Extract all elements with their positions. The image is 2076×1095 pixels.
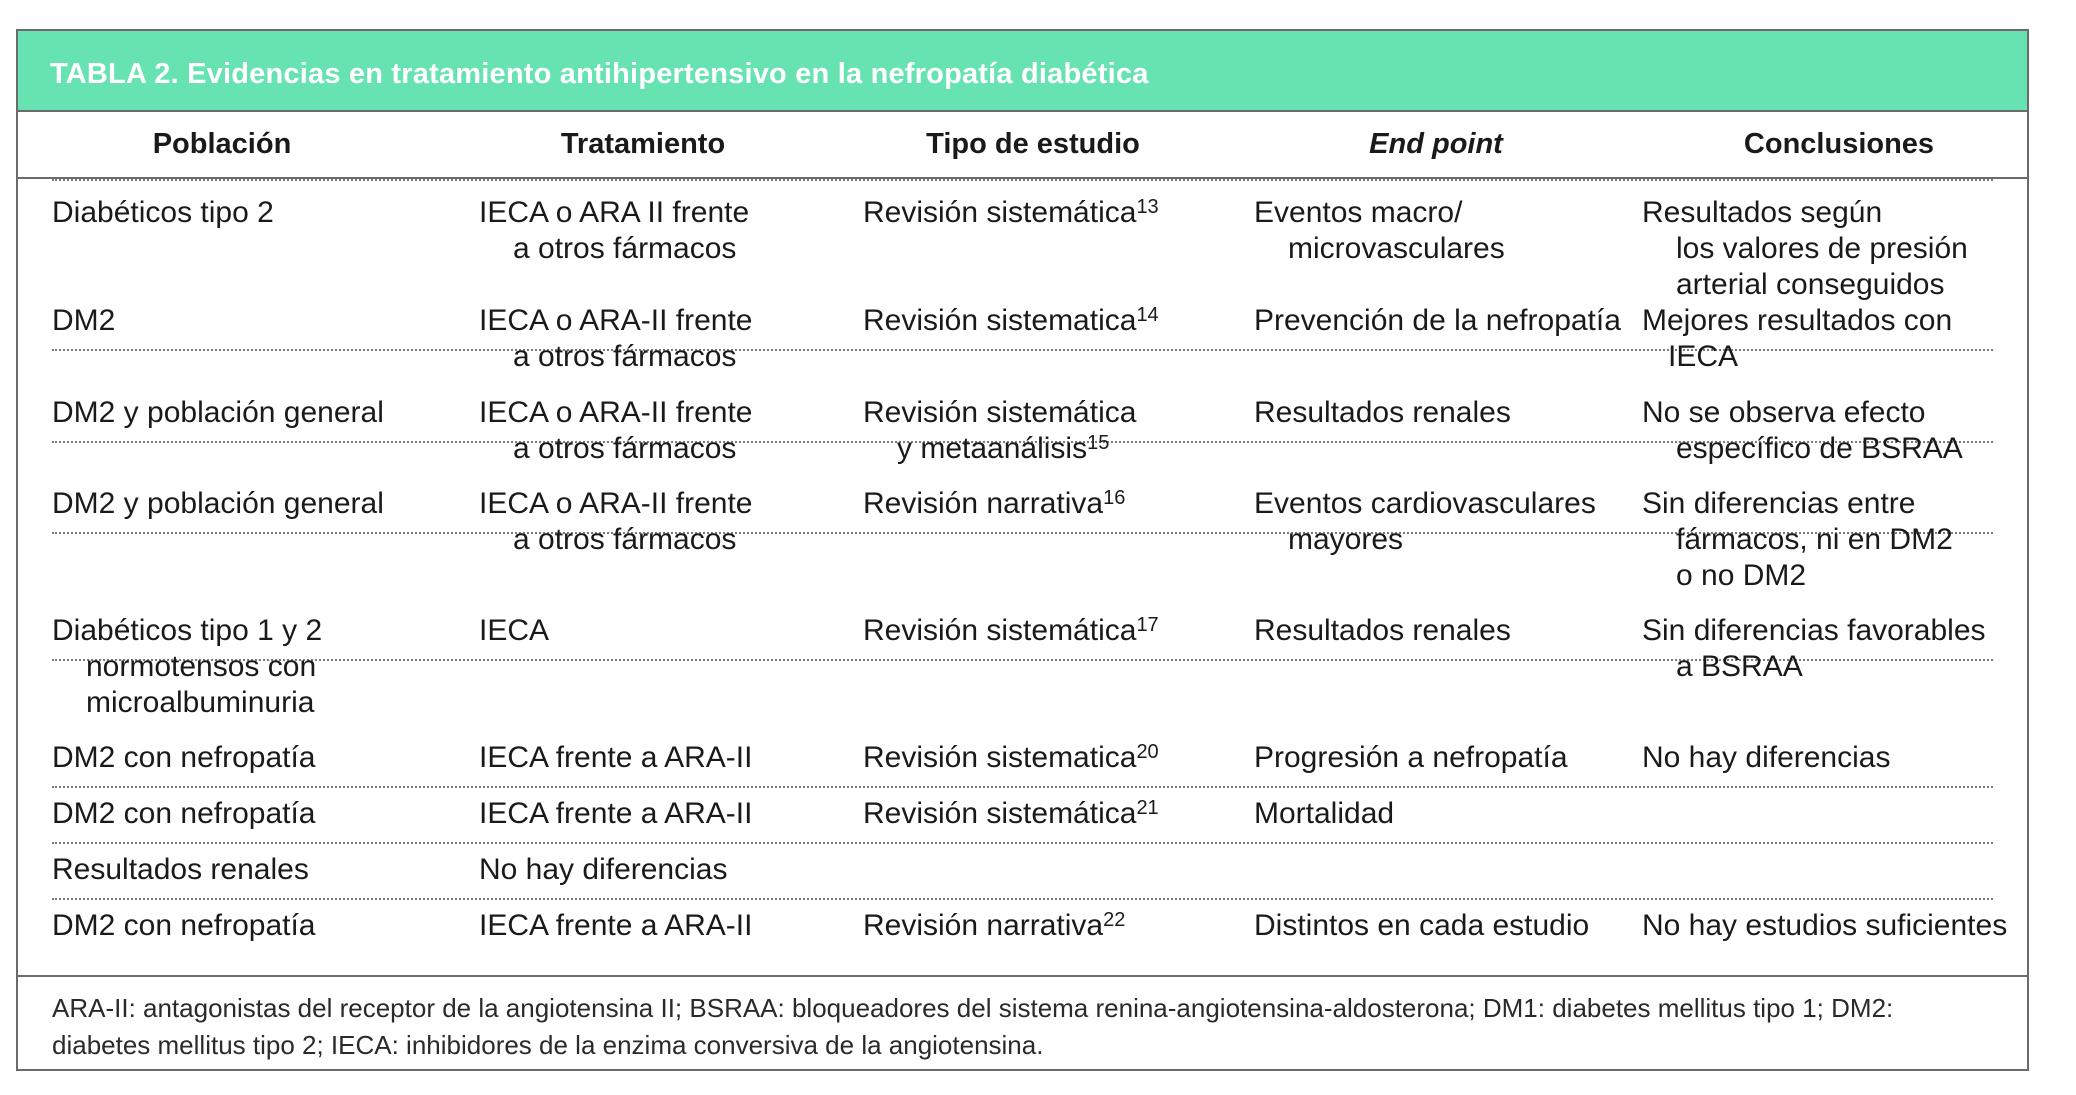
cell-line: Sin diferencias entre [1642, 487, 1916, 520]
cell-line: Revisión sistemática$^{13}$ [863, 196, 1159, 229]
cell-line: IECA frente a ARA-II [479, 909, 753, 942]
cell-line: No hay diferencias [479, 853, 728, 886]
cell-end-point [1254, 195, 1505, 267]
cell-line: DM2 con nefropatía [52, 909, 316, 942]
cell-conclusiones [1642, 740, 1890, 776]
cell-end-point [1254, 796, 1394, 832]
cell-tipo-estudio [863, 613, 1159, 649]
cell-poblacion [52, 613, 322, 721]
cell-line: Distintos en cada estudio [1254, 909, 1590, 942]
cell-line: arterial conseguidos [1676, 268, 1945, 301]
cell-line: Progresión a nefropatía [1254, 741, 1568, 774]
cell-line: No se observa efecto [1642, 396, 1926, 429]
cell-tratamiento [479, 908, 752, 944]
row-separator [52, 898, 1993, 900]
reference-number: 16 [1103, 487, 1126, 509]
cell-tratamiento [479, 852, 727, 888]
cell-conclusiones [1642, 303, 1952, 375]
cell-line: Mortalidad [1254, 797, 1395, 830]
cell-line: IECA o ARA-II frente [479, 396, 753, 429]
cell-line: los valores de presión [1676, 232, 1968, 265]
cell-tratamiento [479, 740, 752, 776]
cell-line: y metaanálisis$^{15}$ [897, 432, 1110, 465]
cell-end-point [1254, 908, 1589, 944]
row-separator [52, 179, 1993, 181]
reference-number: 17 [1136, 614, 1159, 636]
cell-poblacion [52, 852, 309, 888]
table-footnote: ARA-II: antagonistas del receptor de la angiotensina II; BSRAA: bloqueadores del sistema renina-angiotensina-aldosterona; DM1: diabetes mellitus tipo 1; DM2: diabetes mellitus tipo 2; IECA: inhibidores de la enzima conversiva de la angiotensina. [52, 993, 1894, 1060]
cell-line: fármacos, ni en DM2 [1676, 523, 1953, 556]
cell-tipo-estudio [863, 486, 1125, 522]
cell-line: No hay diferencias [1642, 741, 1891, 774]
cell-line: Mejores resultados con [1642, 304, 1953, 337]
cell-line: específico de BSRAA [1676, 432, 1963, 465]
cell-line: a BSRAA [1676, 650, 1803, 683]
cell-tratamiento [479, 796, 752, 832]
cell-poblacion [52, 303, 115, 339]
cell-tratamiento [479, 613, 549, 649]
cell-poblacion [52, 908, 315, 944]
header-tipo-estudio: Tipo de estudio [926, 128, 1140, 160]
header-end-point: End point [1369, 128, 1503, 160]
cell-line: Resultados renales [52, 853, 309, 886]
cell-line: a otros fármacos [513, 232, 737, 265]
cell-line: IECA [1668, 340, 1739, 373]
cell-line: IECA frente a ARA-II [479, 741, 753, 774]
cell-line: Eventos macro/ [1254, 196, 1463, 229]
cell-line: Resultados renales [1254, 614, 1511, 647]
cell-line: a otros fármacos [513, 340, 737, 373]
cell-tipo-estudio [863, 395, 1136, 467]
table-frame [16, 29, 2029, 1071]
table-title-bar [18, 31, 2027, 112]
cell-poblacion [52, 395, 384, 431]
cell-line: microvasculares [1288, 232, 1505, 265]
reference-number: 14 [1136, 304, 1159, 326]
cell-line: mayores [1288, 523, 1404, 556]
cell-line: Diabéticos tipo 1 y 2 [52, 614, 323, 647]
reference-number: 13 [1136, 196, 1159, 218]
cell-tratamiento [479, 486, 752, 558]
cell-poblacion [52, 486, 384, 522]
header-poblacion: Población [152, 128, 292, 160]
cell-line: IECA [479, 614, 550, 647]
cell-line: a otros fármacos [513, 523, 737, 556]
cell-line: Diabéticos tipo 2 [52, 196, 274, 229]
cell-line: a otros fármacos [513, 432, 737, 465]
cell-line: DM2 con nefropatía [52, 741, 316, 774]
header-conclusiones: Conclusiones [1743, 128, 1935, 160]
cell-tipo-estudio [863, 796, 1159, 832]
cell-tratamiento [479, 303, 752, 375]
reference-number: 20 [1136, 741, 1159, 763]
cell-line: Revisión narrativa$^{22}$ [863, 909, 1126, 942]
cell-line: Revisión sistemática [863, 396, 1137, 429]
cell-conclusiones [1642, 613, 1986, 685]
cell-line: Sin diferencias favorables [1642, 614, 1986, 647]
cell-tipo-estudio [863, 908, 1125, 944]
cell-line: Prevención de la nefropatía [1254, 304, 1621, 337]
table-footnote-area [18, 975, 2027, 1060]
cell-poblacion [52, 740, 315, 776]
cell-line: Revisión sistematica$^{14}$ [863, 304, 1159, 337]
cell-end-point [1254, 613, 1511, 649]
cell-line: No hay estudios suficientes [1642, 909, 2008, 942]
table-header-row [18, 112, 2027, 179]
cell-tratamiento [479, 195, 749, 267]
cell-end-point [1254, 486, 1596, 558]
cell-line: microalbuminuria [86, 686, 315, 719]
cell-line: DM2 y población general [52, 487, 384, 520]
reference-number: 21 [1136, 797, 1159, 819]
cell-line: o no DM2 [1676, 559, 1807, 592]
row-separator [52, 842, 1993, 844]
cell-line: Resultados según [1642, 196, 1883, 229]
cell-line: IECA o ARA II frente [479, 196, 750, 229]
table-title: TABLA 2. Evidencias en tratamiento antihipertensivo en la nefropatía diabética [50, 58, 1149, 90]
cell-line: Revisión sistematica$^{20}$ [863, 741, 1159, 774]
cell-line: DM2 y población general [52, 396, 384, 429]
cell-line: Revisión sistemática$^{17}$ [863, 614, 1159, 647]
cell-line: normotensos con [86, 650, 317, 683]
cell-line: IECA o ARA-II frente [479, 487, 753, 520]
cell-poblacion [52, 195, 274, 231]
cell-conclusiones [1642, 486, 1953, 594]
cell-line: IECA o ARA-II frente [479, 304, 753, 337]
cell-conclusiones [1642, 395, 1963, 467]
cell-tratamiento [479, 395, 752, 467]
cell-line: DM2 [52, 304, 116, 337]
cell-tipo-estudio [863, 195, 1159, 231]
header-tratamiento: Tratamiento [560, 128, 726, 160]
cell-end-point [1254, 740, 1568, 776]
cell-line: Revisión sistemática$^{21}$ [863, 797, 1159, 830]
reference-number: 15 [1087, 432, 1110, 454]
cell-tipo-estudio [863, 303, 1159, 339]
cell-line: Revisión narrativa$^{16}$ [863, 487, 1126, 520]
cell-poblacion [52, 796, 315, 832]
cell-line: Eventos cardiovasculares [1254, 487, 1596, 520]
row-separator [52, 786, 1993, 788]
cell-line: DM2 con nefropatía [52, 797, 316, 830]
cell-end-point [1254, 395, 1511, 431]
cell-conclusiones [1642, 908, 2007, 944]
cell-line: Resultados renales [1254, 396, 1511, 429]
reference-number: 22 [1103, 909, 1126, 931]
cell-line: IECA frente a ARA-II [479, 797, 753, 830]
cell-conclusiones [1642, 195, 1968, 303]
cell-end-point [1254, 303, 1621, 339]
cell-tipo-estudio [863, 740, 1159, 776]
